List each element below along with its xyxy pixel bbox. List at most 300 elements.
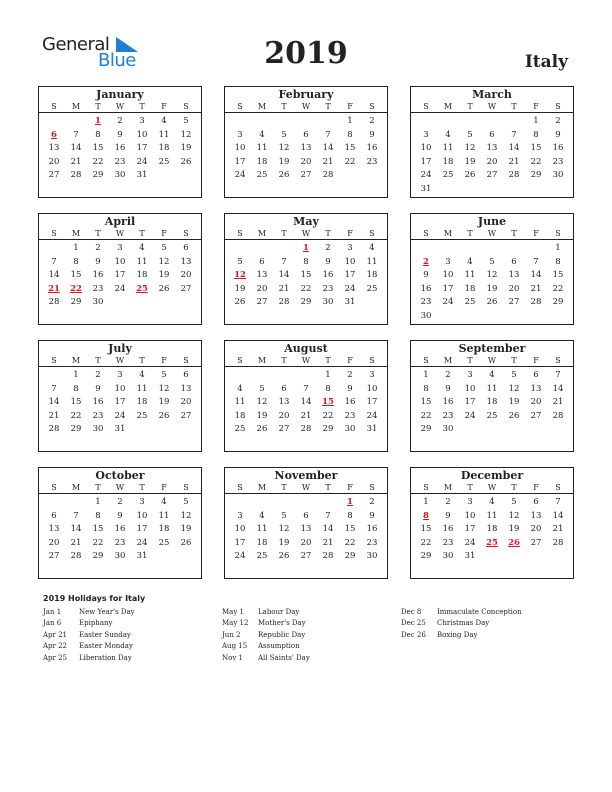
day: 5: [511, 370, 517, 380]
holiday-name: Mother's Day: [258, 619, 306, 628]
day: 11: [158, 510, 170, 521]
month-name: May: [293, 215, 319, 228]
day: 26: [158, 283, 170, 294]
day: 12: [278, 524, 290, 535]
day: 12: [508, 383, 520, 394]
weekday-header: [225, 482, 387, 494]
day: 10: [366, 383, 378, 394]
day: 21: [552, 397, 564, 408]
day: 5: [183, 116, 189, 126]
holiday-name: Liberation Day: [79, 653, 132, 662]
day: 19: [278, 156, 290, 167]
day: 7: [555, 370, 561, 380]
day-grid: [411, 367, 573, 437]
day: 2: [117, 116, 123, 126]
day-grid: [225, 494, 387, 564]
weekday-label: T: [511, 102, 517, 111]
day: 1: [95, 497, 101, 507]
holiday-name: Boxing Day: [437, 630, 478, 639]
weekday-label: T: [467, 102, 473, 111]
day: 17: [114, 397, 126, 408]
holiday-column: [222, 607, 310, 664]
day: 25: [256, 170, 268, 181]
day: 19: [158, 397, 170, 408]
holiday-date: Dec 26: [401, 630, 426, 639]
day: 11: [442, 143, 454, 154]
day: 1: [423, 497, 429, 507]
day: 14: [278, 270, 290, 281]
holiday-day: 1: [347, 497, 353, 507]
day: 4: [259, 129, 265, 140]
weekday-label: S: [237, 229, 243, 238]
weekday-label: T: [511, 483, 517, 492]
day: 30: [420, 310, 432, 321]
day: 4: [259, 510, 265, 521]
day: 16: [442, 397, 454, 408]
day: 18: [158, 524, 170, 535]
day: 30: [114, 551, 126, 562]
day: 31: [136, 551, 148, 562]
holiday-row: [222, 641, 310, 652]
day: 27: [530, 537, 542, 548]
day: 16: [92, 270, 104, 281]
empty-cell: [43, 115, 65, 129]
weekday-label: S: [237, 483, 243, 492]
day: 3: [139, 497, 145, 507]
day: 14: [300, 397, 312, 408]
day: 21: [552, 524, 564, 535]
day: 8: [347, 510, 353, 521]
day: 17: [464, 524, 476, 535]
day: 8: [73, 256, 79, 267]
day: 31: [344, 297, 356, 308]
weekday-label: F: [161, 102, 167, 111]
day-grid: [225, 367, 387, 437]
empty-cell: [43, 369, 65, 383]
day: 26: [464, 170, 476, 181]
day: 24: [420, 170, 432, 181]
day: 5: [467, 129, 473, 140]
weekday-label: S: [51, 102, 57, 111]
holiday-name: All Saints' Day: [258, 653, 310, 662]
day: 18: [464, 283, 476, 294]
weekday-label: S: [183, 356, 189, 365]
day: 15: [70, 270, 82, 281]
weekday-label: F: [347, 229, 353, 238]
holiday-day: 21: [48, 283, 60, 294]
day: 2: [369, 497, 375, 507]
day: 26: [508, 410, 520, 421]
day: 16: [92, 397, 104, 408]
month-december: [410, 467, 574, 579]
day: 4: [139, 243, 145, 253]
day: 20: [48, 156, 60, 167]
day: 13: [256, 270, 268, 281]
day: 5: [183, 497, 189, 507]
day: 27: [256, 297, 268, 308]
day: 4: [467, 256, 473, 267]
month-october: [38, 467, 202, 579]
day: 7: [325, 510, 331, 521]
holiday-row: [43, 607, 135, 618]
weekday-label: S: [369, 229, 375, 238]
day: 4: [489, 497, 495, 507]
day: 19: [508, 397, 520, 408]
weekday-label: F: [161, 356, 167, 365]
empty-cell: [295, 496, 317, 510]
holiday-day: 25: [486, 537, 498, 548]
day: 1: [533, 116, 539, 126]
holiday-row: [222, 653, 310, 664]
day: 10: [114, 256, 126, 267]
day: 16: [114, 143, 126, 154]
day: 6: [533, 370, 539, 380]
weekday-label: W: [301, 356, 311, 365]
day: 26: [180, 156, 192, 167]
month-name: October: [95, 469, 145, 482]
day: 25: [136, 410, 148, 421]
empty-cell: [251, 242, 273, 256]
holiday-name: Labour Day: [258, 608, 300, 616]
day: 1: [73, 243, 79, 253]
day: 24: [464, 410, 476, 421]
day: 19: [464, 156, 476, 167]
month-name: December: [460, 469, 524, 482]
day: 7: [51, 383, 57, 394]
holiday-row: [401, 630, 522, 641]
day: 15: [420, 397, 432, 408]
day: 24: [464, 537, 476, 548]
day: 20: [300, 537, 312, 548]
day: 21: [48, 410, 60, 421]
day: 7: [303, 383, 309, 394]
day: 21: [70, 537, 82, 548]
day: 11: [366, 256, 378, 267]
day: 4: [139, 370, 145, 380]
day: 16: [442, 524, 454, 535]
weekday-label: F: [533, 229, 539, 238]
holidays-title: 2019 Holidays for Italy: [43, 594, 146, 603]
weekday-label: S: [237, 356, 243, 365]
empty-cell: [481, 242, 503, 256]
day: 25: [256, 551, 268, 562]
day: 19: [508, 524, 520, 535]
day: 17: [442, 283, 454, 294]
day: 12: [158, 256, 170, 267]
weekday-label: S: [183, 229, 189, 238]
month-april: [38, 213, 202, 325]
day: 26: [234, 297, 246, 308]
day: 24: [114, 283, 126, 294]
weekday-label: M: [443, 483, 453, 492]
weekday-label: S: [369, 356, 375, 365]
empty-cell: [43, 242, 65, 256]
day: 17: [136, 524, 148, 535]
day: 18: [486, 397, 498, 408]
day: 13: [180, 383, 192, 394]
weekday-label: T: [139, 102, 145, 111]
holiday-date: Dec 8: [401, 608, 422, 616]
day: 1: [423, 370, 429, 380]
day: 17: [234, 537, 246, 548]
holiday-date: Apr 21: [43, 630, 68, 639]
weekday-label: W: [301, 229, 311, 238]
weekday-label: W: [115, 229, 125, 238]
day: 3: [467, 497, 473, 507]
day: 17: [136, 143, 148, 154]
day: 14: [508, 143, 520, 154]
weekday-label: W: [301, 483, 311, 492]
day-grid: [225, 113, 387, 183]
holiday-day: 1: [95, 116, 101, 126]
day: 18: [234, 410, 246, 421]
day: 17: [114, 270, 126, 281]
day: 30: [92, 424, 104, 435]
weekday-label: M: [443, 356, 453, 365]
empty-cell: [459, 115, 481, 129]
day: 24: [442, 297, 454, 308]
day: 2: [445, 370, 451, 380]
day: 25: [158, 156, 170, 167]
day: 6: [259, 256, 265, 267]
holiday-name: Assumption: [258, 642, 300, 651]
holiday-name: Republic Day: [258, 630, 306, 639]
month-name: July: [108, 342, 132, 355]
day: 11: [464, 270, 476, 281]
day: 10: [114, 383, 126, 394]
day: 13: [486, 143, 498, 154]
month-may: [224, 213, 388, 325]
day: 24: [366, 410, 378, 421]
day-grid: [39, 494, 201, 564]
day: 29: [344, 551, 356, 562]
day: 6: [303, 510, 309, 521]
empty-cell: [65, 115, 87, 129]
empty-cell: [437, 115, 459, 129]
day: 24: [234, 551, 246, 562]
day: 7: [73, 510, 79, 521]
month-name: January: [96, 88, 144, 101]
day: 28: [70, 551, 82, 562]
day: 8: [303, 256, 309, 267]
day: 9: [423, 270, 429, 281]
day: 2: [445, 497, 451, 507]
day: 26: [256, 424, 268, 435]
month-november: [224, 467, 388, 579]
holiday-column: [43, 607, 135, 664]
day: 15: [420, 524, 432, 535]
day: 4: [161, 497, 167, 507]
day: 9: [555, 129, 561, 140]
weekday-label: S: [51, 356, 57, 365]
weekday-label: F: [161, 483, 167, 492]
weekday-label: S: [369, 102, 375, 111]
holiday-day: 8: [423, 510, 429, 521]
day: 30: [442, 551, 454, 562]
day: 4: [161, 116, 167, 126]
holiday-date: Aug 15: [222, 642, 248, 651]
weekday-label: S: [555, 483, 561, 492]
day: 11: [136, 256, 148, 267]
month-name: November: [274, 469, 338, 482]
day: 6: [281, 383, 287, 394]
weekday-header: [411, 355, 573, 367]
day: 28: [530, 297, 542, 308]
day: 29: [92, 170, 104, 181]
holiday-day: 25: [136, 283, 148, 294]
day: 6: [489, 129, 495, 140]
weekday-label: S: [183, 483, 189, 492]
holiday-row: [43, 630, 135, 641]
day: 20: [180, 397, 192, 408]
day: 16: [344, 397, 356, 408]
day: 5: [281, 510, 287, 521]
holiday-day: 26: [508, 537, 520, 548]
day: 18: [366, 270, 378, 281]
day: 27: [300, 551, 312, 562]
weekday-label: M: [257, 483, 267, 492]
day: 21: [508, 156, 520, 167]
day: 15: [70, 397, 82, 408]
day: 10: [136, 510, 148, 521]
day: 23: [114, 537, 126, 548]
brand-word-general: General: [42, 34, 110, 55]
day: 5: [237, 256, 243, 267]
day: 8: [325, 383, 331, 394]
day: 5: [489, 256, 495, 267]
day: 22: [344, 156, 356, 167]
day: 3: [467, 370, 473, 380]
day: 8: [73, 383, 79, 394]
day: 15: [552, 270, 564, 281]
month-name: April: [104, 215, 136, 228]
day: 21: [322, 537, 334, 548]
day: 27: [48, 170, 60, 181]
holiday-column: [401, 607, 522, 641]
day: 10: [442, 270, 454, 281]
day: 21: [300, 410, 312, 421]
month-january: [38, 86, 202, 198]
holiday-name: Immaculate Conception: [437, 608, 522, 616]
day: 23: [442, 537, 454, 548]
day: 10: [234, 524, 246, 535]
holiday-day: 6: [51, 129, 57, 140]
day: 7: [533, 256, 539, 267]
day: 27: [48, 551, 60, 562]
day: 26: [278, 170, 290, 181]
day: 25: [158, 537, 170, 548]
day: 4: [489, 370, 495, 380]
day: 12: [464, 143, 476, 154]
holiday-date: Nov 1: [222, 653, 243, 662]
weekday-label: M: [257, 356, 267, 365]
day: 27: [278, 424, 290, 435]
empty-cell: [229, 115, 251, 129]
holiday-date: Jan 6: [43, 619, 62, 628]
weekday-header: [39, 228, 201, 240]
empty-cell: [273, 242, 295, 256]
country-name: Italy: [524, 52, 568, 72]
day: 22: [322, 410, 334, 421]
weekday-label: M: [71, 229, 81, 238]
weekday-label: W: [301, 102, 311, 111]
weekday-label: T: [95, 229, 101, 238]
day: 30: [92, 297, 104, 308]
day: 22: [420, 410, 432, 421]
weekday-header: [225, 355, 387, 367]
day: 31: [366, 424, 378, 435]
day: 14: [322, 143, 334, 154]
day: 12: [180, 129, 192, 140]
day: 28: [508, 170, 520, 181]
weekday-header: [39, 482, 201, 494]
weekday-label: S: [369, 483, 375, 492]
day: 18: [136, 397, 148, 408]
day: 14: [48, 270, 60, 281]
month-june: [410, 213, 574, 325]
day: 9: [95, 256, 101, 267]
day: 21: [530, 283, 542, 294]
day: 16: [366, 143, 378, 154]
day: 6: [51, 510, 57, 521]
day: 20: [180, 270, 192, 281]
day: 6: [533, 497, 539, 507]
month-name: August: [284, 342, 328, 355]
day: 2: [325, 243, 331, 253]
day: 31: [136, 170, 148, 181]
weekday-label: W: [487, 102, 497, 111]
weekday-label: T: [281, 356, 287, 365]
day: 14: [70, 524, 82, 535]
month-march: [410, 86, 574, 198]
day: 28: [552, 410, 564, 421]
day: 6: [303, 129, 309, 140]
day: 12: [158, 383, 170, 394]
weekday-label: S: [51, 229, 57, 238]
day: 3: [139, 116, 145, 126]
weekday-label: T: [325, 483, 331, 492]
day-grid: [411, 240, 573, 324]
weekday-label: T: [95, 356, 101, 365]
month-name: February: [278, 88, 334, 101]
day: 4: [445, 129, 451, 140]
day: 28: [322, 551, 334, 562]
day: 17: [464, 397, 476, 408]
empty-cell: [525, 242, 547, 256]
day: 12: [486, 270, 498, 281]
weekday-label: S: [555, 102, 561, 111]
weekday-label: M: [257, 102, 267, 111]
day: 28: [552, 537, 564, 548]
weekday-label: T: [467, 229, 473, 238]
holiday-day: 15: [322, 397, 334, 408]
day: 24: [136, 156, 148, 167]
day: 24: [234, 170, 246, 181]
day: 21: [278, 283, 290, 294]
holiday-row: [401, 607, 522, 618]
weekday-header: [411, 101, 573, 113]
day: 8: [533, 129, 539, 140]
day-grid: [225, 240, 387, 310]
calendar-year: 2019: [264, 36, 348, 71]
weekday-label: M: [71, 102, 81, 111]
day: 8: [555, 256, 561, 267]
day: 29: [70, 424, 82, 435]
day: 27: [180, 410, 192, 421]
day: 11: [158, 129, 170, 140]
holiday-row: [43, 641, 135, 652]
day: 26: [158, 410, 170, 421]
